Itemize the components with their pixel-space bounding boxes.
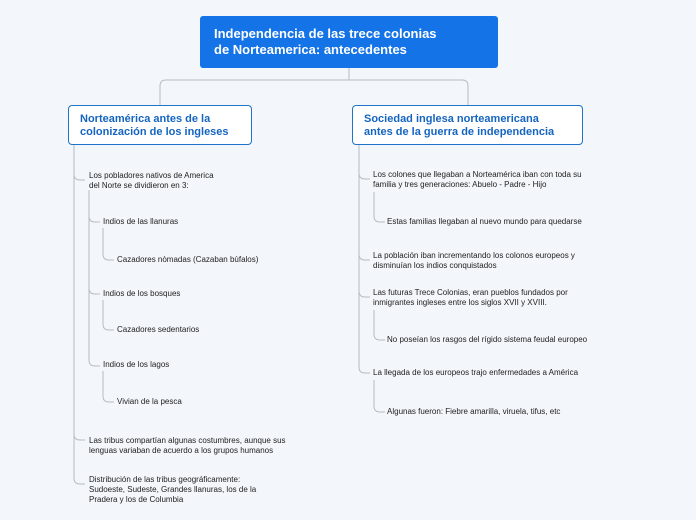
topic-poblacion-incrementando[interactable] [373, 251, 575, 271]
topic-line: Indios de los lagos [103, 360, 170, 369]
branch-title-line1: Norteamérica antes de la [80, 113, 211, 125]
topic-line: inmigrantes ingleses entre los siglos XVII y XVIII. [373, 298, 547, 307]
branch-title-line1: Sociedad inglesa norteamericana [364, 113, 539, 125]
topic-line: Cazadores sedentarios [117, 325, 200, 334]
topic-line: La población iban incrementando los colonos europeos y [373, 251, 575, 260]
topic-line: La llegada de los europeos trajo enfermedades a América [373, 368, 579, 377]
topic-pobladores-nativos[interactable] [89, 171, 214, 191]
topic-sistema-feudal[interactable] [387, 335, 587, 345]
topic-vivian-pesca[interactable] [117, 397, 182, 407]
topic-line: Las tribus compartían algunas costumbres, aunque sus [89, 436, 286, 445]
root-title-line1: Independencia de las trece colonias [214, 26, 437, 41]
topic-line: Los pobladores nativos de America [89, 171, 214, 180]
topic-line: Distribución de las tribus geográficamente: [89, 475, 241, 484]
topic-cazadores-sedentarios[interactable] [117, 325, 199, 335]
topic-indios-lagos[interactable] [103, 360, 169, 370]
topic-line: Indios de los bosques [103, 289, 181, 298]
topic-indios-bosques[interactable] [103, 289, 180, 299]
topic-line: Cazadores nòmadas (Cazaban bùfalos) [117, 255, 259, 264]
branch-norteamerica[interactable] [68, 105, 252, 145]
branch-title-line2: antes de la guerra de independencia [364, 126, 555, 138]
topic-trece-colonias[interactable] [373, 288, 568, 308]
root-title-line2: de Norteamerica: antecedentes [214, 42, 407, 57]
topic-familias-quedarse[interactable] [387, 217, 582, 227]
topic-line: Vivian de la pesca [117, 397, 182, 406]
topic-distribucion-tribus[interactable] [89, 475, 256, 505]
topic-line: Indios de las llanuras [103, 217, 179, 226]
topic-colonos-familias[interactable] [373, 170, 582, 190]
topic-enfermedades[interactable] [373, 368, 578, 378]
topic-line: lenguas variaban de acuerdo a los grupos humanos [89, 446, 274, 455]
topic-line: Las futuras Trece Colonias, eran pueblos fundados por [373, 288, 568, 297]
topic-line: Sudoeste, Sudeste, Grandes llanuras, los de la [89, 485, 257, 494]
topic-line: del Norte se dividieron en 3: [89, 181, 189, 190]
topic-tribus-costumbres[interactable] [89, 436, 286, 456]
branch-title-line2: colonización de los ingleses [80, 126, 229, 138]
topic-line: familia y tres generaciones: Abuelo - Padre - Hijo [373, 180, 547, 189]
topic-line: Estas familias llegaban al nuevo mundo para quedarse [387, 217, 582, 226]
topic-line: disminuían los indios conquistados [373, 261, 497, 270]
topic-line: Pradera y los de Columbia [89, 495, 184, 504]
topic-line: No poseían los rasgos del rígido sistema feudal europeo [387, 335, 588, 344]
topic-cazadores-nomadas[interactable] [117, 255, 258, 265]
topic-indios-llanuras[interactable] [103, 217, 178, 227]
topic-fiebre-amarilla[interactable] [387, 407, 560, 417]
topic-line: Los colones que llegaban a Norteamérica iban con toda su [373, 170, 582, 179]
root-topic[interactable] [200, 16, 498, 68]
branch-sociedad-inglesa[interactable] [352, 105, 583, 145]
topic-line: Algunas fueron: Fiebre amarilla, viruela, tifus, etc [387, 407, 561, 416]
